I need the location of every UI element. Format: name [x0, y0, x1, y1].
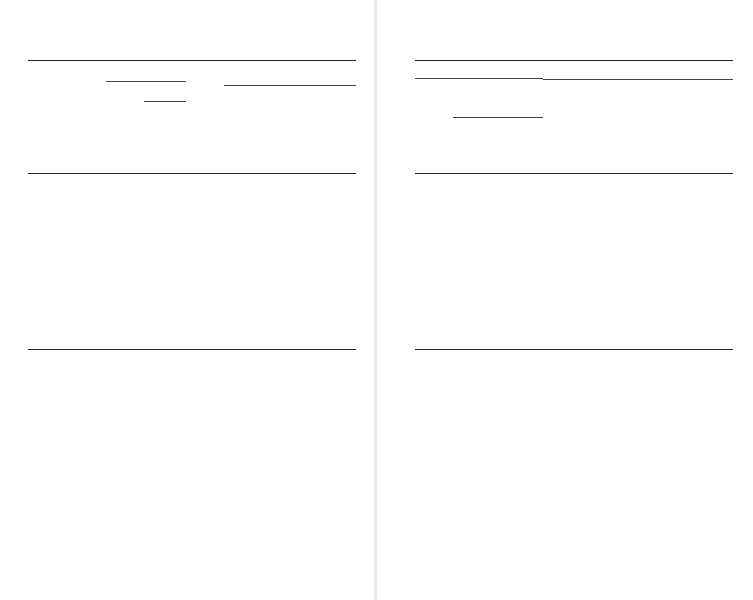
- right-running-head: [411, 26, 418, 37]
- hrule: [144, 101, 186, 102]
- hrule: [543, 79, 733, 80]
- left-running-head: [28, 26, 35, 37]
- left-column-header: [28, 61, 356, 174]
- right-column-header: [415, 61, 733, 174]
- right-table: [415, 60, 733, 350]
- hrule: [415, 78, 543, 79]
- left-page: [0, 0, 376, 600]
- right-page: [377, 0, 753, 600]
- hrule: [106, 81, 186, 82]
- hrule: [453, 117, 543, 118]
- left-table: [28, 60, 356, 350]
- hrule: [224, 85, 356, 86]
